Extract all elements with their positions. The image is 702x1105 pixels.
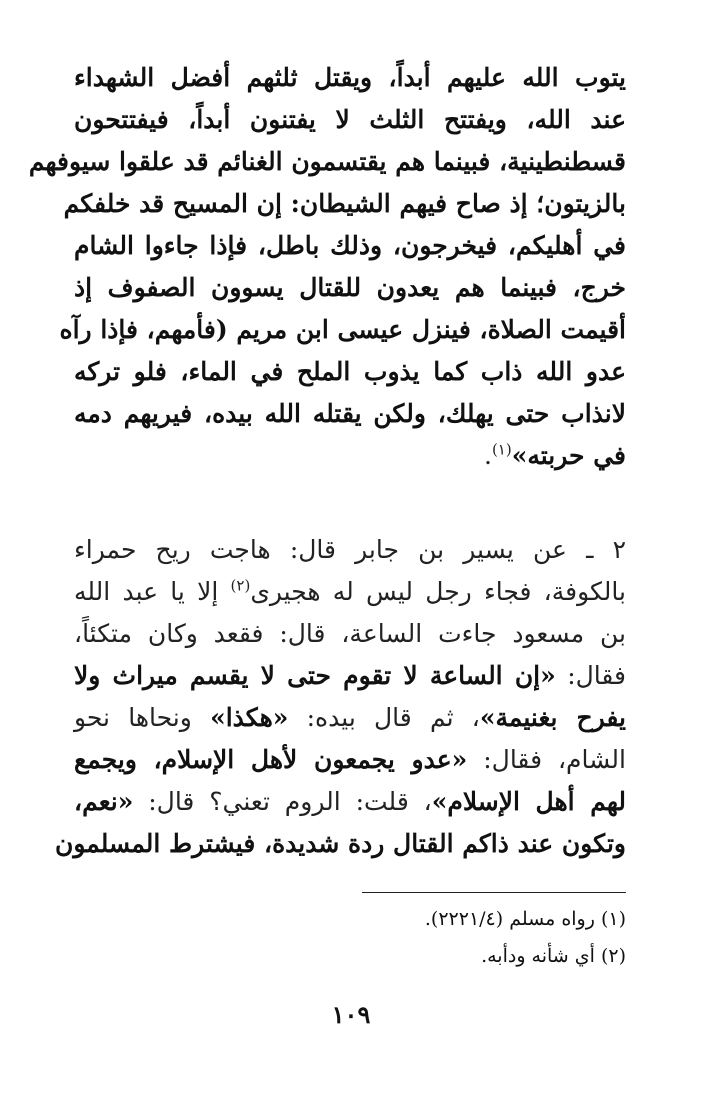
hadith-quote: «هكذا»: [210, 703, 289, 732]
text-line: [74, 571, 626, 613]
text-run: ونحاها نحو: [74, 703, 211, 732]
text-line: [74, 697, 626, 739]
footnote-2: (٢) أي شأنه ودأبه.: [481, 945, 626, 967]
text-line: خرج، فبينما هم يعدون للقتال يسوون الصفوف إذ: [74, 273, 626, 302]
quote-end-text: في حربته»: [511, 441, 626, 470]
text-run: إلا يا عبد الله: [74, 577, 231, 606]
text-line: ٢ ـ عن يسير بن جابر قال: هاجت ريح حمراء: [74, 535, 626, 564]
text-line: [74, 739, 626, 781]
text-line: قسطنطينية، فبينما هم يقتسمون الغنائم قد علقوا سيوفهم: [28, 147, 626, 176]
text-line: أقيمت الصلاة، فينزل عيسى ابن مريم (فأمهم، فإذا رآه: [59, 315, 626, 344]
text-line: عدو الله ذاب كما يذوب الملح في الماء، فلو تركه: [74, 357, 626, 386]
text-run: بالكوفة، فجاء رجل ليس له هجيرى: [250, 577, 626, 606]
hadith-quote: يفرح بغنيمة»: [479, 703, 626, 732]
hadith-2-paragraph: [55, 529, 627, 865]
footnote-ref-2: (٢): [230, 576, 251, 595]
page-number: ١٠٩: [331, 1000, 371, 1029]
text-line: يتوب الله عليهم أبداً، ويقتل ثلثهم أفضل الشهداء: [74, 63, 626, 92]
text-line-last: [74, 435, 626, 477]
sentence-end: .: [483, 441, 492, 470]
text-line: [74, 781, 626, 823]
text-line: عند الله، ويفتتح الثلث لا يفتنون أبداً، فيفتتحون: [74, 105, 626, 134]
text-line: [74, 655, 626, 697]
hadith-continuation-paragraph: [28, 57, 626, 477]
text-run: فقال:: [555, 661, 627, 690]
text-line: بن مسعود جاءت الساعة، قال: فقعد وكان متكئاً،: [74, 619, 626, 648]
text-run: الشام، فقال:: [467, 745, 626, 774]
footnotes: [74, 901, 626, 975]
hadith-quote: «عدو يجمعون لأهل الإسلام، ويجمع: [74, 745, 468, 774]
text-line: بالزيتون؛ إذ صاح فيهم الشيطان: إن المسيح قد خلفكم: [63, 189, 626, 218]
footnote-divider: [362, 892, 626, 893]
footnote-1: (١) رواه مسلم (٢٢٢١/٤).: [424, 908, 626, 930]
hadith-quote: «إن الساعة لا تقوم حتى لا يقسم ميراث ولا: [74, 661, 556, 690]
text-line: لانذاب حتى يهلك، ولكن يقتله الله بيده، فيريهم دمه: [74, 399, 626, 428]
text-run: ، قلت: الروم تعني؟ قال:: [133, 787, 432, 816]
hadith-quote: لهم أهل الإسلام»: [431, 787, 627, 816]
text-run: ، ثم قال بيده:: [288, 703, 480, 732]
text-line: في أهليكم، فيخرجون، وذلك باطل، فإذا جاءوا الشام: [74, 231, 626, 260]
hadith-quote: «نعم،: [74, 787, 134, 816]
footnote-ref-1: (١): [491, 440, 512, 459]
text-line: وتكون عند ذاكم القتال ردة شديدة، فيشترط المسلمون: [55, 829, 626, 858]
